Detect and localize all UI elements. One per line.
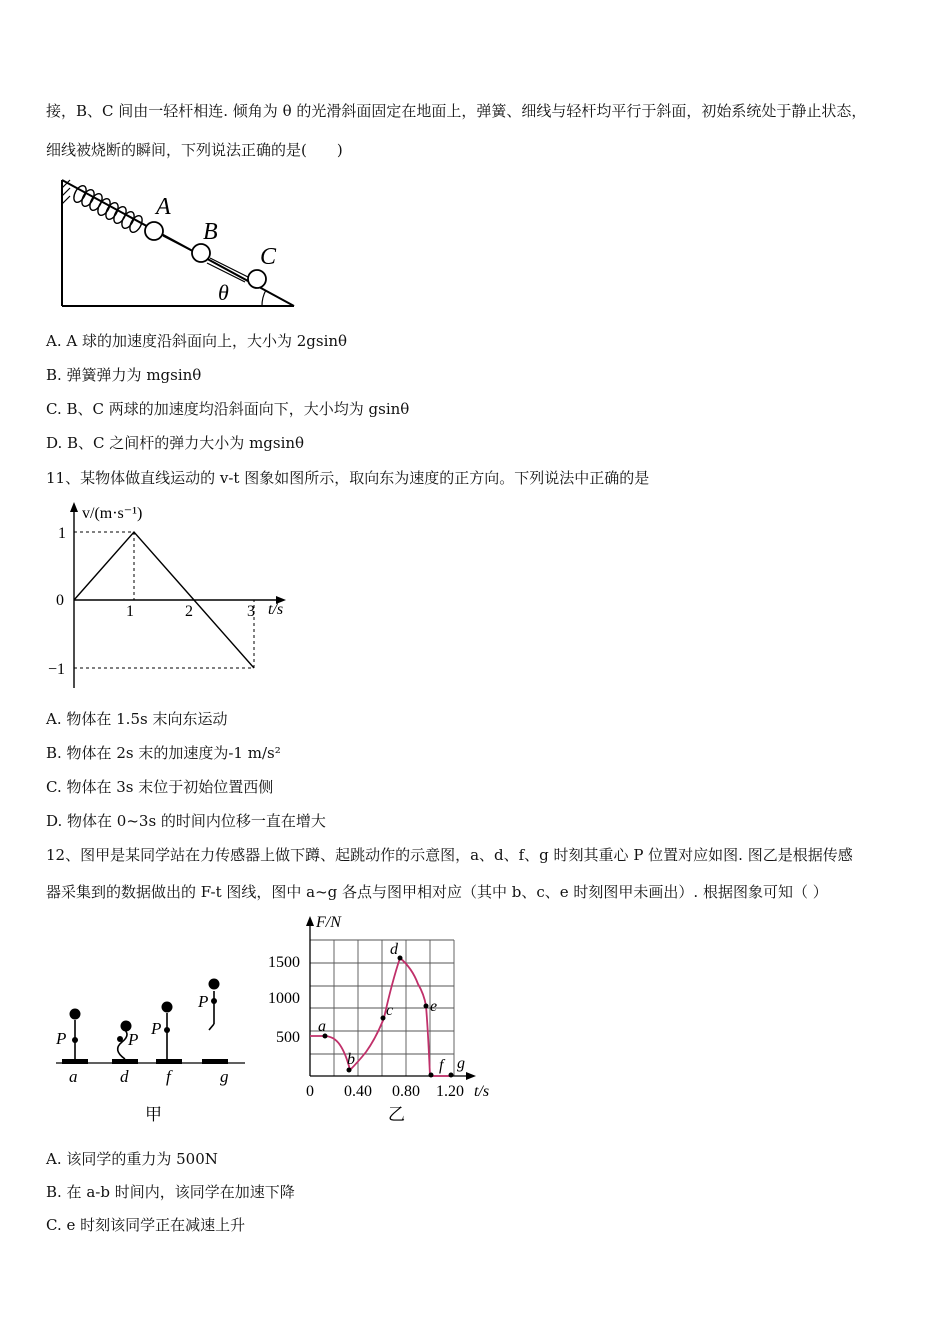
p-label-d: P	[128, 1030, 139, 1049]
pos-label-f: f	[166, 1067, 171, 1086]
q10-option-a: A. A 球的加速度沿斜面向上，大小为 2gsinθ	[46, 332, 348, 350]
incline-figure	[40, 172, 310, 312]
ft-xtick-080: 0.80	[392, 1083, 420, 1100]
q10-stem-line2: 细线被烧断的瞬间，下列说法正确的是( )	[46, 141, 343, 159]
label-c: C	[260, 244, 277, 270]
squat-jump-figure	[50, 970, 250, 1130]
p-label-a: P	[56, 1029, 67, 1048]
pos-label-d: d	[120, 1067, 129, 1086]
ft-point-a: a	[318, 1018, 326, 1035]
ft-point-f: f	[439, 1057, 444, 1074]
vt-graph	[42, 496, 302, 696]
force-curve	[310, 958, 450, 1076]
ft-ytick-500: 500	[276, 1029, 300, 1046]
ft-ytick-1500: 1500	[268, 954, 300, 971]
label-a: A	[156, 194, 171, 220]
q11-option-b: B. 物体在 2s 末的加速度为-1 m/s²	[46, 744, 281, 762]
ft-point-d: d	[390, 941, 398, 958]
p-label-g: P	[198, 992, 209, 1011]
q11-option-d: D. 物体在 0~3s 的时间内位移一直在增大	[46, 812, 326, 830]
p-label-f: P	[151, 1019, 162, 1038]
ft-point-e: e	[430, 998, 438, 1015]
vt-xtick-2: 2	[185, 603, 193, 620]
ft-point-b: b	[347, 1051, 355, 1068]
q11-stem: 11、某物体做直线运动的 v-t 图象如图所示，取向东为速度的正方向。下列说法中正确的是	[46, 469, 650, 487]
ft-xtick-120: 1.20	[436, 1083, 464, 1100]
caption-jia: 甲	[145, 1105, 162, 1124]
pos-label-a: a	[69, 1067, 78, 1086]
vt-ytick-1: 1	[58, 525, 66, 542]
ft-point-c: c	[386, 1002, 394, 1019]
vt-ytick-neg1: −1	[48, 661, 66, 678]
q12-option-c: C. e 时刻该同学正在减速上升	[46, 1216, 246, 1234]
ft-xlabel: t/s	[474, 1083, 490, 1100]
force-time-figure	[262, 912, 512, 1127]
vt-xtick-1: 1	[126, 603, 134, 620]
ft-ylabel: F/N	[316, 914, 341, 931]
ball-a	[145, 222, 163, 240]
ball-b	[192, 244, 210, 262]
q10-option-b: B. 弹簧弹力为 mgsinθ	[46, 366, 202, 384]
q12-option-b: B. 在 a-b 时间内，该同学在加速下降	[46, 1183, 295, 1201]
figure-g-head	[209, 979, 220, 990]
vt-ytick-0: 0	[56, 592, 64, 609]
q10-stem-line1: 接，B、C 间由一轻杆相连. 倾角为 θ 的光滑斜面固定在地面上，弹簧、细线与轻杆均平行于斜面，初始系统处于静止状态，	[46, 102, 867, 120]
ft-xtick-040: 0.40	[344, 1083, 372, 1100]
vt-xtick-3: 3	[247, 603, 255, 620]
ft-point-g: g	[457, 1055, 465, 1072]
q10-option-d: D. B、C 之间杆的弹力大小为 mgsinθ	[46, 434, 305, 452]
figure-a-head	[70, 1009, 81, 1020]
q12-option-a: A. 该同学的重力为 500N	[46, 1150, 218, 1168]
q10-option-c: C. B、C 两球的加速度均沿斜面向下，大小均为 gsinθ	[46, 400, 410, 418]
label-b: B	[203, 219, 218, 245]
ft-ytick-1000: 1000	[268, 990, 300, 1007]
pos-label-g: g	[220, 1067, 229, 1086]
figure-f-head	[162, 1002, 173, 1013]
vt-xlabel: t/s	[268, 601, 284, 618]
q12-stem-line1: 12、图甲是某同学站在力传感器上做下蹲、起跳动作的示意图，a、d、f、g 时刻其重心 P 位置对应如图. 图乙是根据传感	[46, 846, 853, 864]
thread	[163, 236, 192, 251]
vt-ylabel: v/(m·s⁻¹)	[82, 505, 143, 522]
q11-option-a: A. 物体在 1.5s 末向东运动	[46, 710, 228, 728]
ft-xtick-0: 0	[306, 1083, 314, 1100]
label-theta: θ	[218, 280, 229, 305]
caption-yi: 乙	[388, 1105, 405, 1124]
q12-stem-line2: 器采集到的数据做出的 F-t 图线，图中 a~g 各点与图甲相对应（其中 b、c、e 时刻图甲未画出）. 根据图象可知（ ）	[46, 883, 828, 901]
ball-c	[248, 270, 266, 288]
vt-y-arrow	[70, 502, 78, 512]
q11-option-c: C. 物体在 3s 末位于初始位置西侧	[46, 778, 274, 796]
